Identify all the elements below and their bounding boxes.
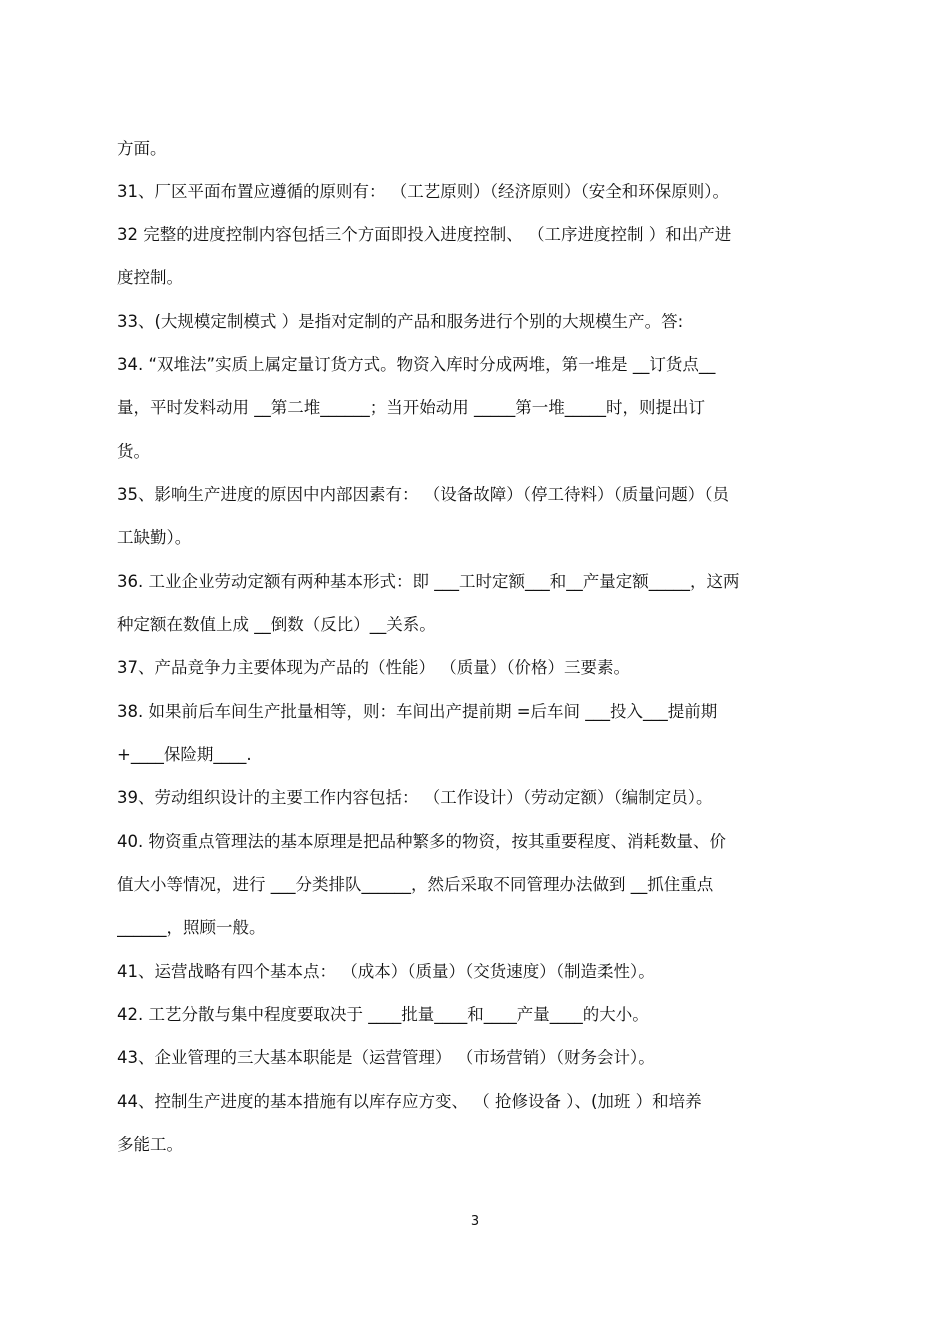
text-line: +____保险期____. (117, 745, 252, 764)
text-line: 32 完整的进度控制内容包括三个方面即投入进度控制、 （工序进度控制 ）和出产进 (117, 225, 732, 244)
text-line: 38. 如果前后车间生产批量相等，则：车间出产提前期 =后车间 ___投入___提前期 (117, 702, 718, 721)
text-line: 度控制。 (117, 268, 183, 287)
text-line: 货。 (117, 442, 150, 461)
text-line: 42. 工艺分散与集中程度要取决于 ____批量____和____产量____的大小。 (117, 1005, 649, 1024)
text-line: 工缺勤）。 (117, 528, 192, 547)
text-line: 43、企业管理的三大基本职能是（运营管理） （市场营销）（财务会计）。 (117, 1048, 655, 1067)
text-line: 36. 工业企业劳动定额有两种基本形式：即 ___工时定额___和__产量定额_____，这两 (117, 572, 740, 591)
text-line: 44、控制生产进度的基本措施有以库存应方变、 （ 抢修设备 ）、(加班 ）和培养 (117, 1092, 702, 1111)
text-line: 34. “双堆法”实质上属定量订货方式。物资入库时分成两堆，第一堆是 __订货点__ (117, 355, 716, 374)
text-line: 39、劳动组织设计的主要工作内容包括： （工作设计）（劳动定额）（编制定员）。 (117, 788, 713, 807)
text-line: 37、产品竞争力主要体现为产品的（性能） （质量）（价格）三要素。 (117, 658, 630, 677)
text-line: 31、厂区平面布置应遵循的原则有： （工艺原则）（经济原则）（安全和环保原则）。 (117, 182, 729, 201)
text-line: 值大小等情况，进行 ___分类排队______，然后采取不同管理办法做到 __抓住重点 (117, 875, 714, 894)
text-line: 种定额在数值上成 __倒数（反比）__关系。 (117, 615, 436, 634)
text-line: 41、运营战略有四个基本点： （成本）（质量）（交货速度）（制造柔性）。 (117, 962, 655, 981)
text-line: 量，平时发料动用 __第二堆______；当开始动用 _____第一堆_____时，则提出订 (117, 398, 705, 417)
text-line: 40. 物资重点管理法的基本原理是把品种繁多的物资，按其重要程度、消耗数量、价 (117, 832, 726, 851)
text-line: 33、(大规模定制模式 ）是指对定制的产品和服务进行个别的大规模生产。答: (117, 312, 684, 331)
text-line: ______，照顾一般。 (117, 918, 266, 937)
text-line: 35、影响生产进度的原因中内部因素有： （设备故障）（停工待料）（质量问题）（员 (117, 485, 729, 504)
text-line: 多能工。 (117, 1135, 183, 1154)
text-line: 方面。 (117, 139, 167, 158)
page-number: 3 (470, 1214, 480, 1229)
